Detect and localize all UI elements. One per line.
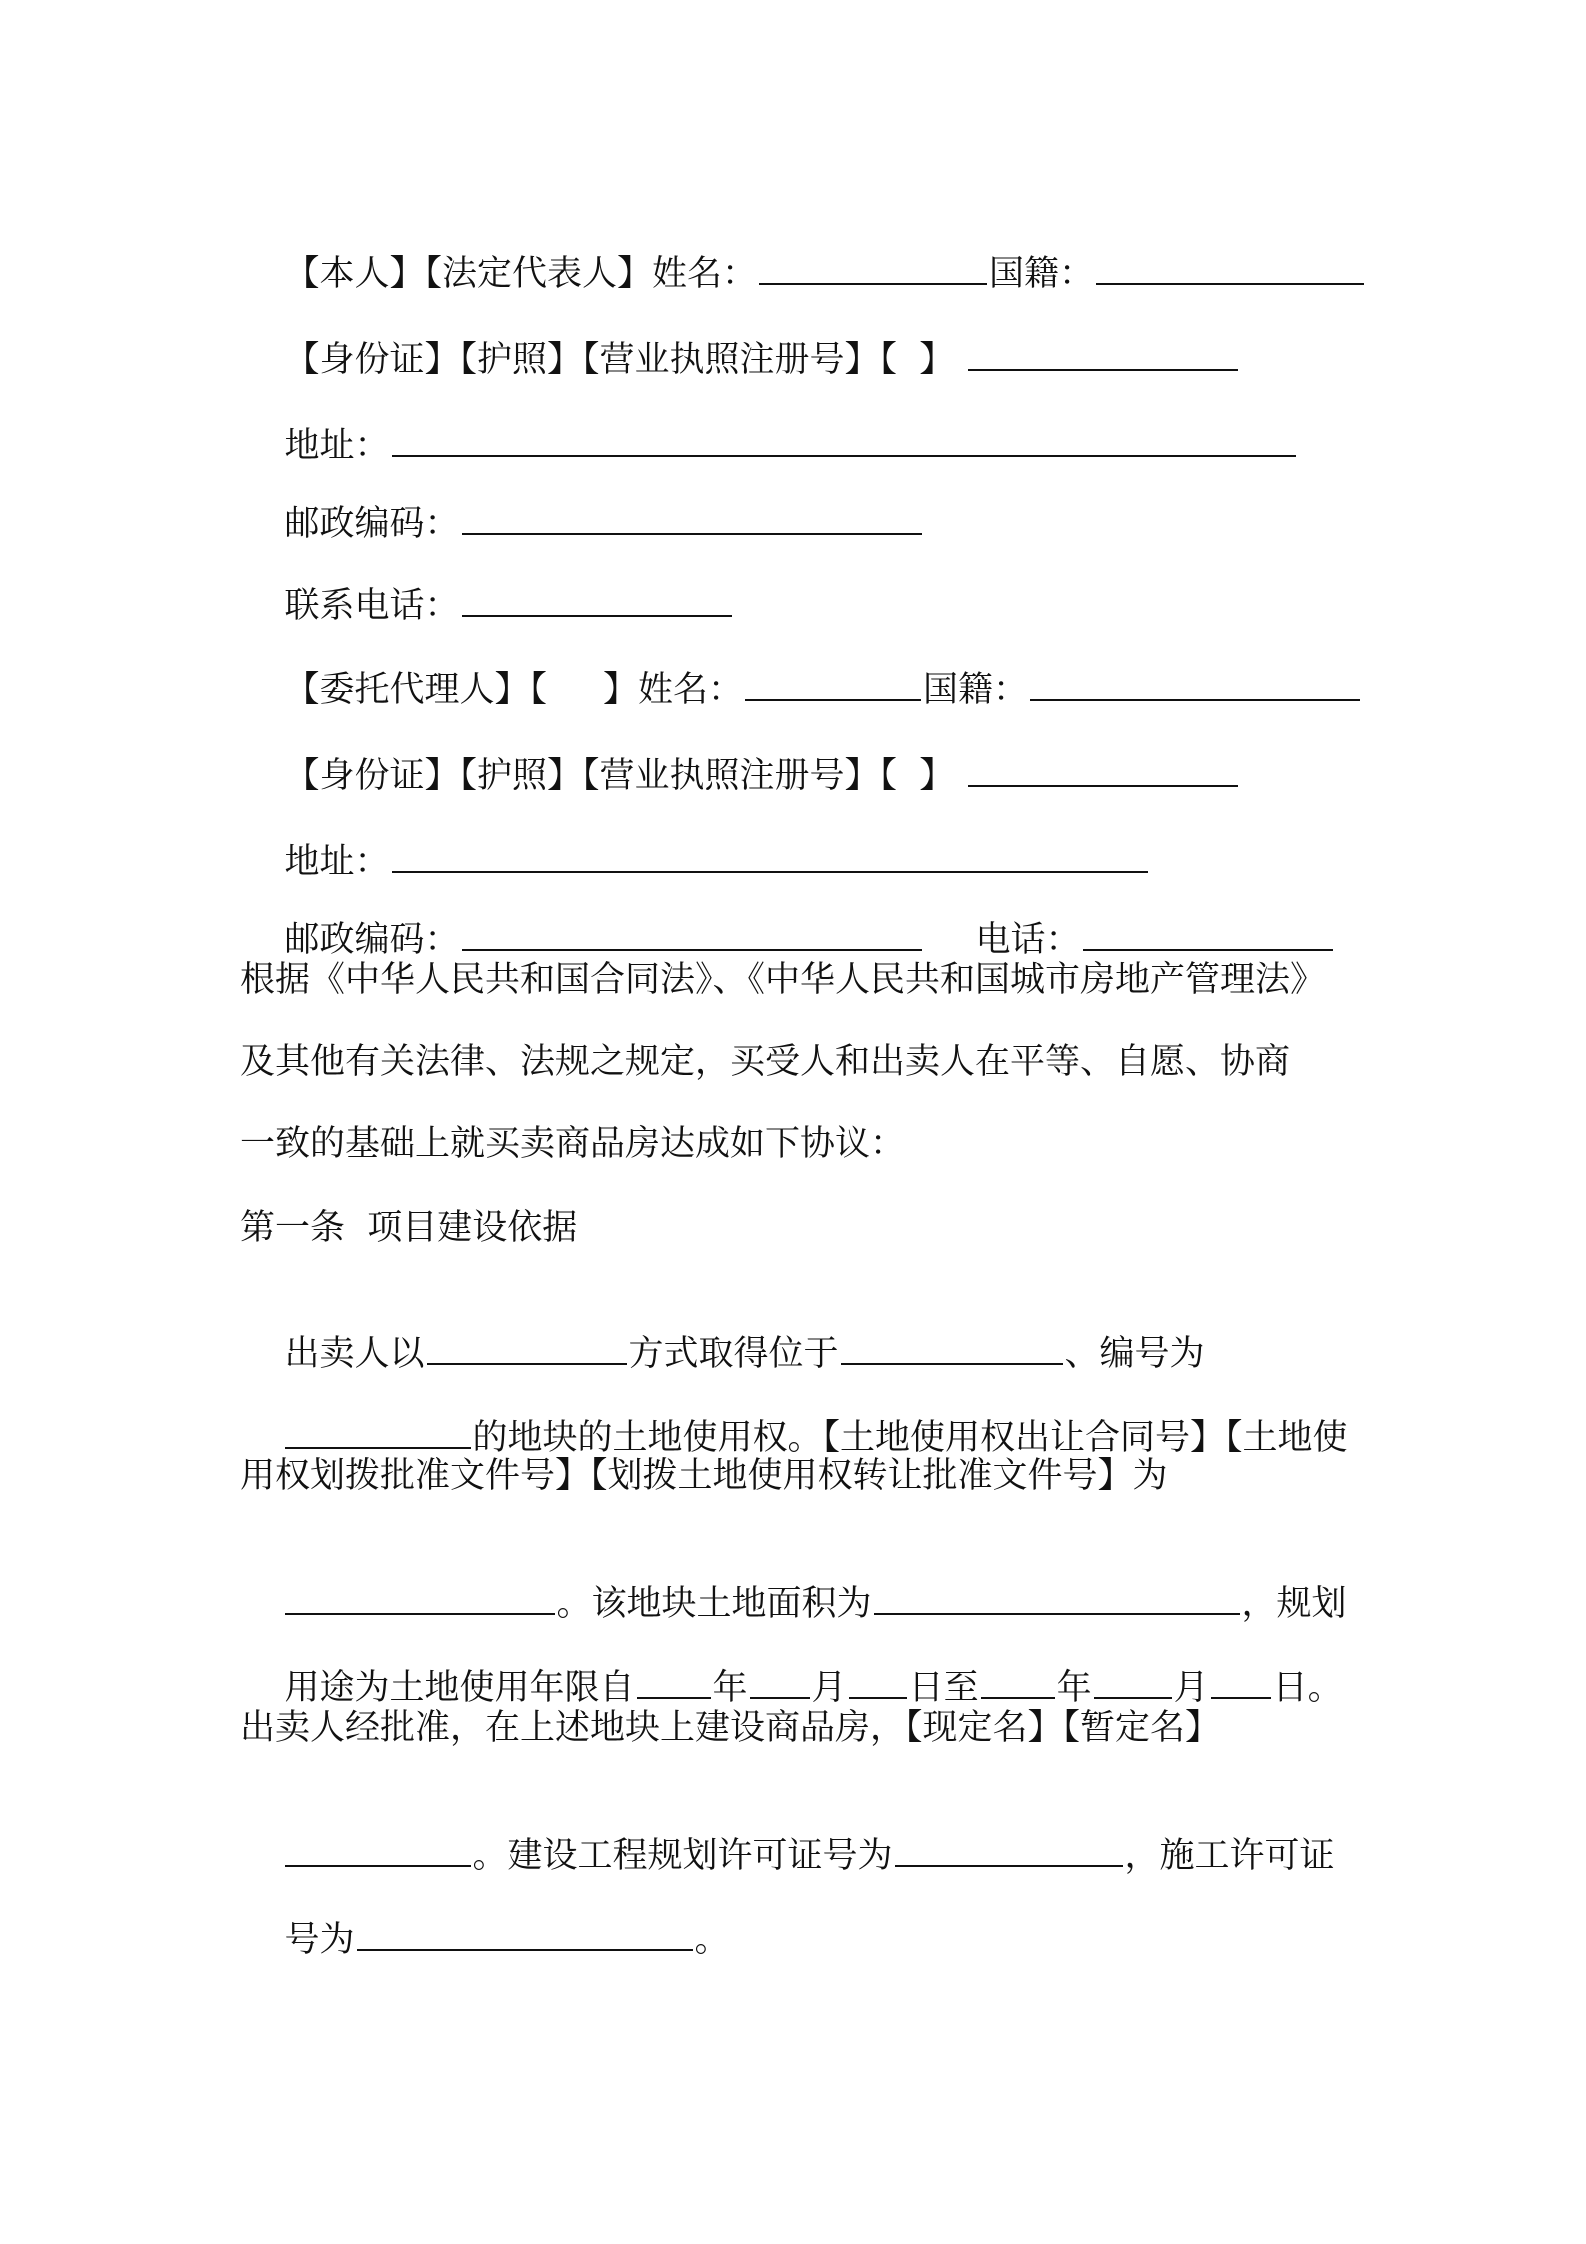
principal-nationality-field[interactable] (1096, 253, 1364, 285)
article1-title: 第一条 项目建设依据 (240, 1208, 578, 1248)
address-label-1: 地址： (284, 426, 390, 466)
id-type-label-2: 【身份证】【护照】【营业执照注册号】【 】 (284, 756, 955, 796)
acquire-method-field[interactable] (427, 1333, 627, 1365)
phone-label-2: 电话： (975, 920, 1081, 960)
agent-name-field[interactable] (745, 669, 921, 701)
start-month-field[interactable] (750, 1667, 810, 1699)
planning-permit-label: 。建设工程规划许可证号为 (472, 1836, 893, 1876)
location-label: 方式取得位于 (628, 1334, 839, 1374)
planning-label: ，规划 (1241, 1584, 1347, 1624)
end-month-label: 月 (1173, 1668, 1209, 1708)
planning-permit-field[interactable] (895, 1835, 1123, 1867)
address-field-1[interactable] (392, 425, 1296, 457)
agent-role-label: 【委托代理人】【 (284, 670, 548, 710)
phone-label-1: 联系电话： (284, 586, 460, 626)
postcode-label-2: 邮政编码： (284, 920, 460, 960)
land-right-text: 的地块的土地使用权。【土地使用权出让合同号】【土地使 (472, 1418, 1348, 1458)
contract-number-field[interactable] (285, 1583, 555, 1615)
phone-field-2[interactable] (1083, 919, 1333, 951)
location-field[interactable] (841, 1333, 1063, 1365)
start-day-label: 日至 (908, 1668, 979, 1708)
address-label-2: 地址： (284, 842, 390, 882)
id-number-field-2[interactable] (968, 755, 1238, 787)
construction-permit-label: ，施工许可证 (1124, 1836, 1335, 1876)
id-number-field-1[interactable] (968, 339, 1238, 371)
acquire-method-label: 出卖人以 (284, 1334, 425, 1374)
land-area-field[interactable] (874, 1583, 1240, 1615)
postcode-field-2[interactable] (462, 919, 922, 951)
address-field-2[interactable] (392, 841, 1148, 873)
preamble-line-1: 根据《中华人民共和国合同法》、《中华人民共和国城市房地产管理法》 (240, 960, 1326, 1000)
start-year-field[interactable] (637, 1667, 711, 1699)
construction-permit-field[interactable] (357, 1919, 693, 1951)
end-day-field[interactable] (1211, 1667, 1271, 1699)
construction-permit-number-label: 号为 (284, 1920, 355, 1960)
agent-role-close-label: 】姓名： (603, 670, 744, 710)
lot-number-label: 、编号为 (1064, 1334, 1205, 1374)
end-day-label: 日。 (1272, 1668, 1343, 1708)
principal-nationality-label: 国籍： (989, 254, 1095, 294)
end-year-label: 年 (1056, 1668, 1092, 1708)
sentence-end: 。 (694, 1920, 730, 1960)
article1-line-3: 用权划拨批准文件号】【划拨土地使用权转让批准文件号】为 (240, 1456, 1168, 1496)
principal-name-field[interactable] (759, 253, 987, 285)
start-month-label: 月 (811, 1668, 847, 1708)
end-year-field[interactable] (981, 1667, 1055, 1699)
preamble-line-3: 一致的基础上就买卖商品房达成如下协议： (240, 1124, 906, 1164)
principal-role-label: 【本人】【法定代表人】姓名： (284, 254, 758, 294)
article1-line-8 (240, 1874, 730, 2006)
start-day-field[interactable] (849, 1667, 907, 1699)
start-year-label: 年 (712, 1668, 748, 1708)
phone-field-1[interactable] (462, 585, 732, 617)
article1-line-6: 出卖人经批准，在上述地块上建设商品房，【现定名】【暂定名】 (240, 1708, 1221, 1748)
land-use-term-label: 用途为土地使用年限自 (284, 1668, 635, 1708)
postcode-label-1: 邮政编码： (284, 504, 460, 544)
project-name-field[interactable] (285, 1835, 471, 1867)
agent-nationality-label: 国籍： (923, 670, 1029, 710)
land-area-label: 。该地块土地面积为 (556, 1584, 872, 1624)
postcode-field-1[interactable] (462, 503, 922, 535)
end-month-field[interactable] (1094, 1667, 1172, 1699)
lot-number-field[interactable] (285, 1417, 471, 1449)
agent-nationality-field[interactable] (1030, 669, 1360, 701)
preamble-line-2: 及其他有关法律、法规之规定，买受人和出卖人在平等、自愿、协商 (240, 1042, 1291, 1082)
id-type-label-1: 【身份证】【护照】【营业执照注册号】【 】 (284, 340, 955, 380)
